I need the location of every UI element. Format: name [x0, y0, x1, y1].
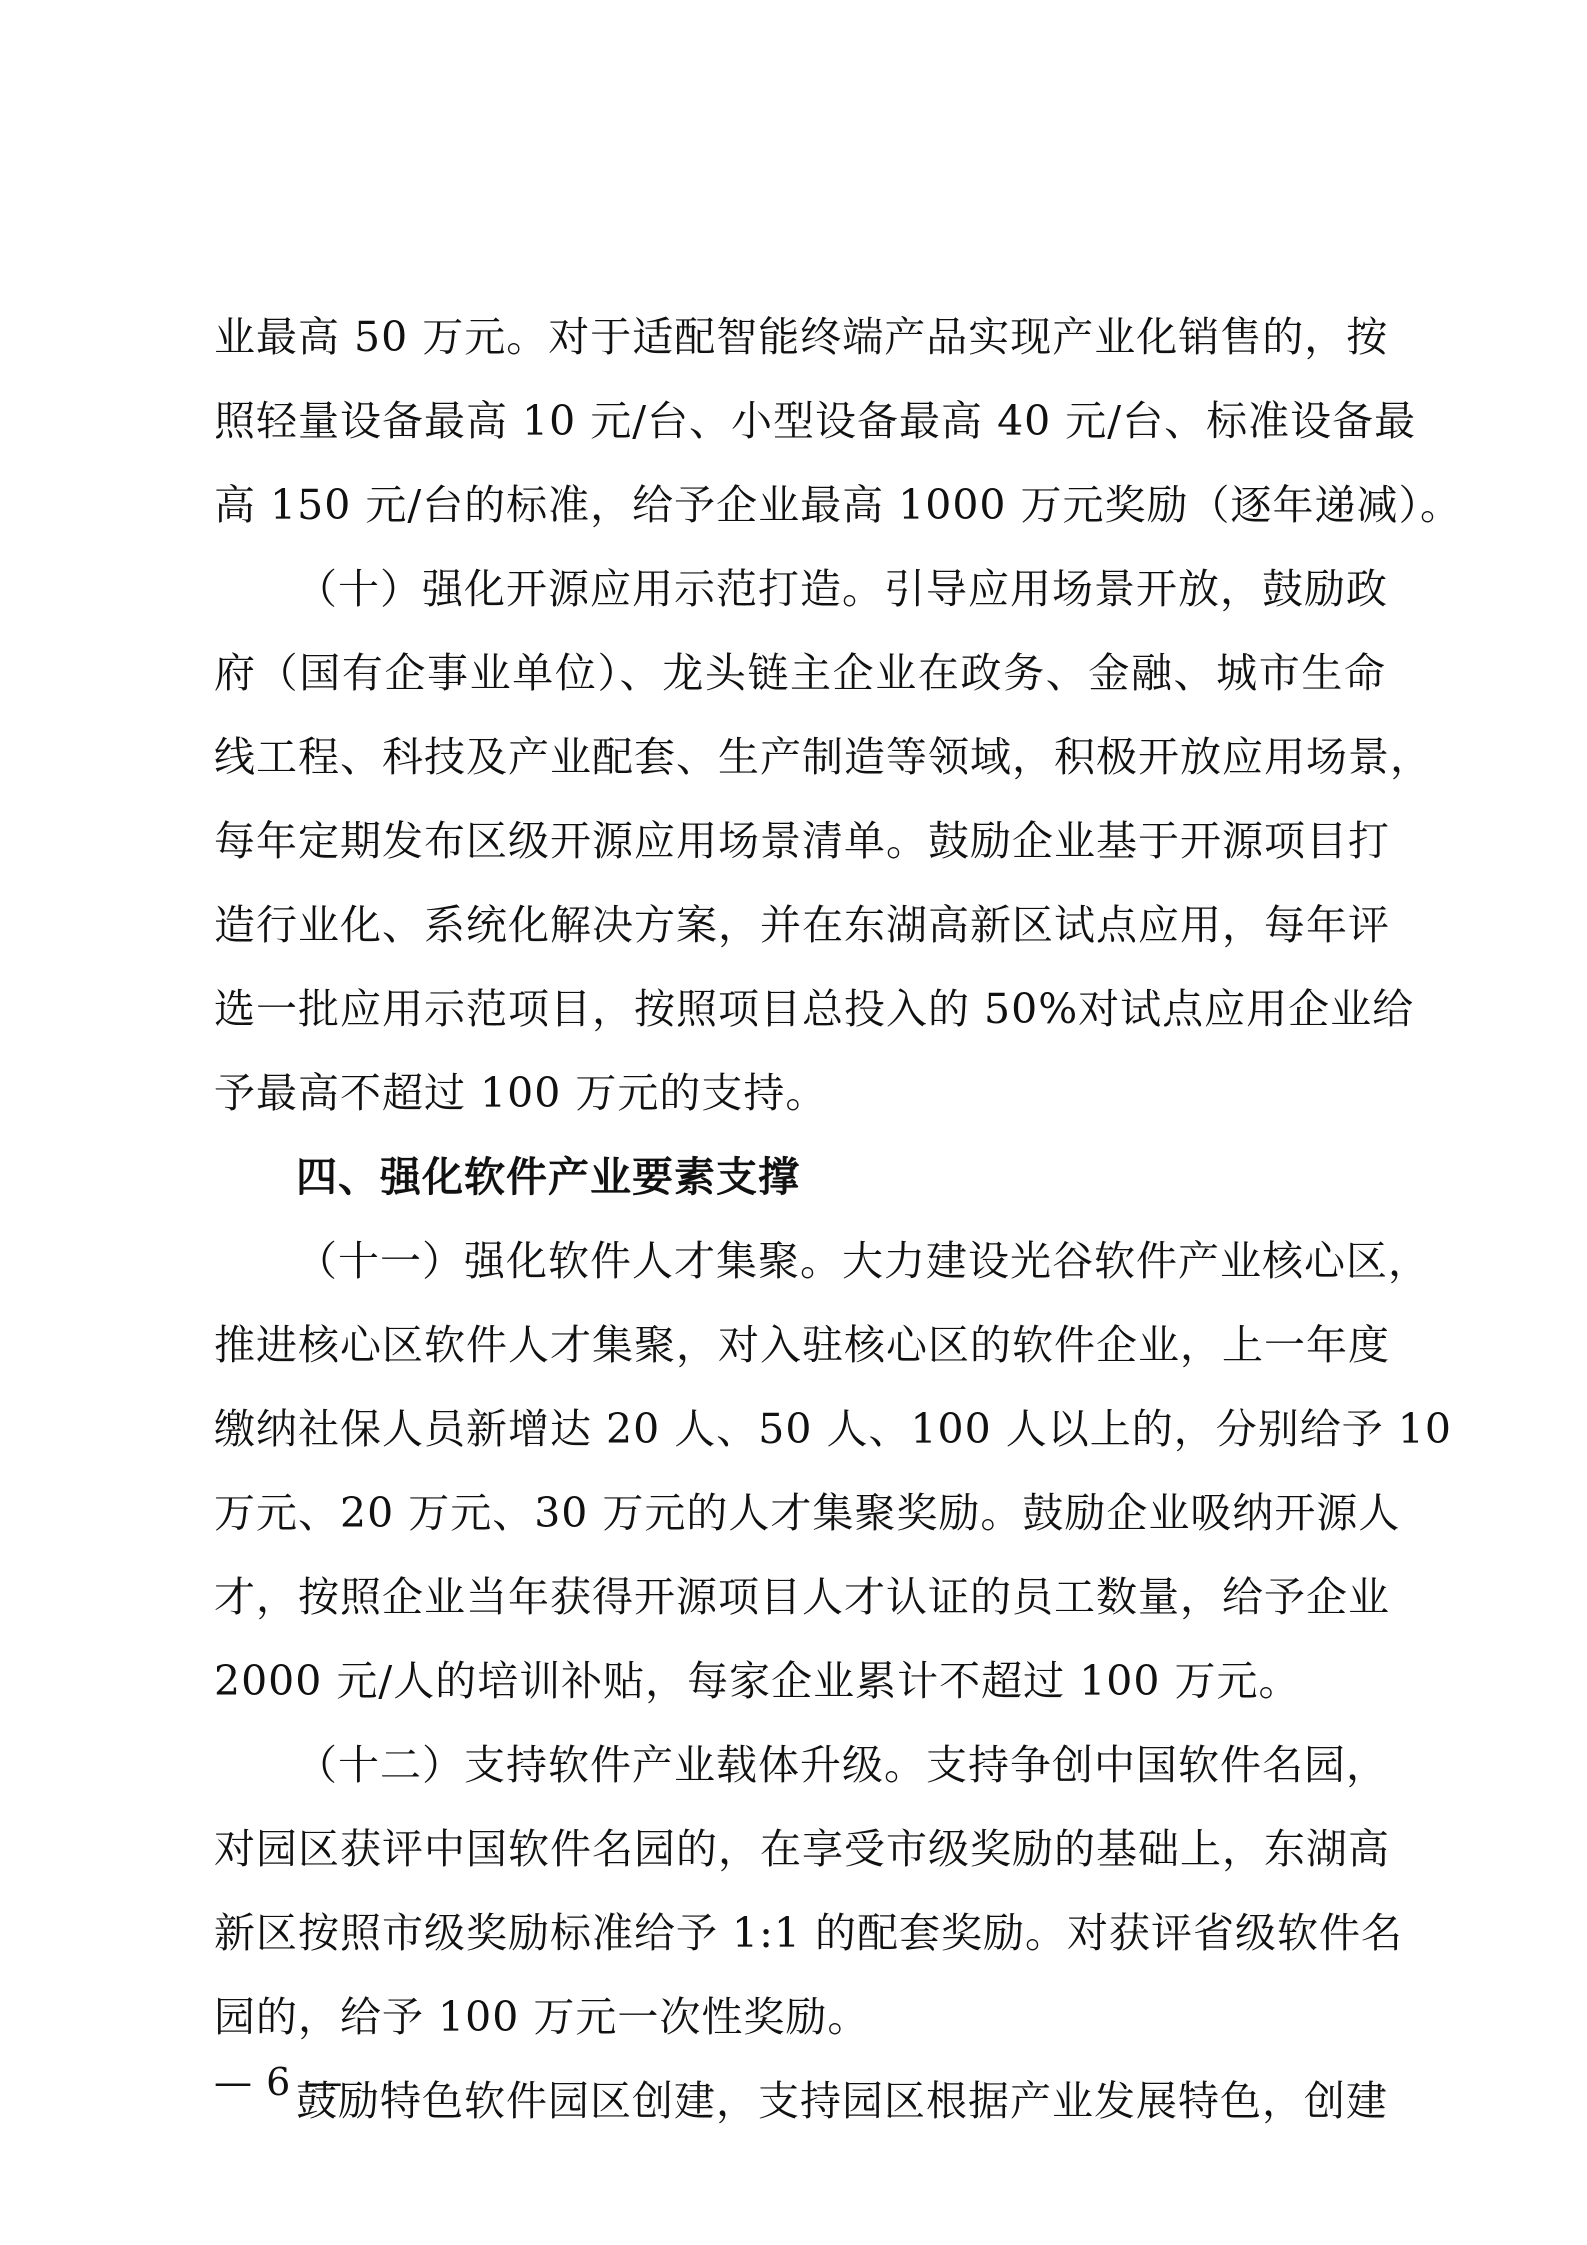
- text-line: （十二）支持软件产业载体升级。支持争创中国软件名园，: [296, 1741, 1388, 1789]
- text-line: 才，按照企业当年获得开源项目人才认证的员工数量，给予企业: [214, 1573, 1390, 1621]
- text-line: 业最高 50 万元。对于适配智能终端产品实现产业化销售的，按: [214, 313, 1389, 361]
- text-line: 万元、20 万元、30 万元的人才集聚奖励。鼓励企业吸纳开源人: [214, 1489, 1401, 1537]
- text-line: （十）强化开源应用示范打造。引导应用场景开放，鼓励政: [296, 565, 1388, 613]
- text-line: 缴纳社保人员新增达 20 人、50 人、100 人以上的，分别给予 10: [214, 1405, 1452, 1453]
- body-text: [214, 295, 1463, 2143]
- text-line: 园的，给予 100 万元一次性奖励。: [214, 1993, 870, 2041]
- text-line: 选一批应用示范项目，按照项目总投入的 50%对试点应用企业给: [214, 985, 1415, 1033]
- text-line: 2000 元/人的培训补贴，每家企业累计不超过 100 万元。: [214, 1657, 1301, 1705]
- text-line: 造行业化、系统化解决方案，并在东湖高新区试点应用，每年评: [214, 901, 1390, 949]
- text-line: 推进核心区软件人才集聚，对入驻核心区的软件企业，上一年度: [214, 1321, 1390, 1369]
- text-line: （十一）强化软件人才集聚。大力建设光谷软件产业核心区，: [296, 1237, 1430, 1285]
- page-number: — 6 —: [214, 2060, 344, 2104]
- text-line: 照轻量设备最高 10 元/台、小型设备最高 40 元/台、标准设备最: [214, 397, 1417, 445]
- section-heading: 四、强化软件产业要素支撑: [296, 1153, 800, 1201]
- text-line: 鼓励特色软件园区创建，支持园区根据产业发展特色，创建: [296, 2077, 1388, 2125]
- text-line: 新区按照市级奖励标准给予 1:1 的配套奖励。对获评省级软件名: [214, 1909, 1404, 1957]
- text-line: 高 150 元/台的标准，给予企业最高 1000 万元奖励（逐年递减）。: [214, 481, 1463, 529]
- text-line: 府（国有企事业单位）、龙头链主企业在政务、金融、城市生命: [214, 649, 1386, 697]
- text-line: 予最高不超过 100 万元的支持。: [214, 1069, 828, 1117]
- text-line: 对园区获评中国软件名园的，在享受市级奖励的基础上，东湖高: [214, 1825, 1390, 1873]
- text-line: 线工程、科技及产业配套、生产制造等领域，积极开放应用场景，: [214, 733, 1432, 781]
- text-line: 每年定期发布区级开源应用场景清单。鼓励企业基于开源项目打: [214, 817, 1390, 865]
